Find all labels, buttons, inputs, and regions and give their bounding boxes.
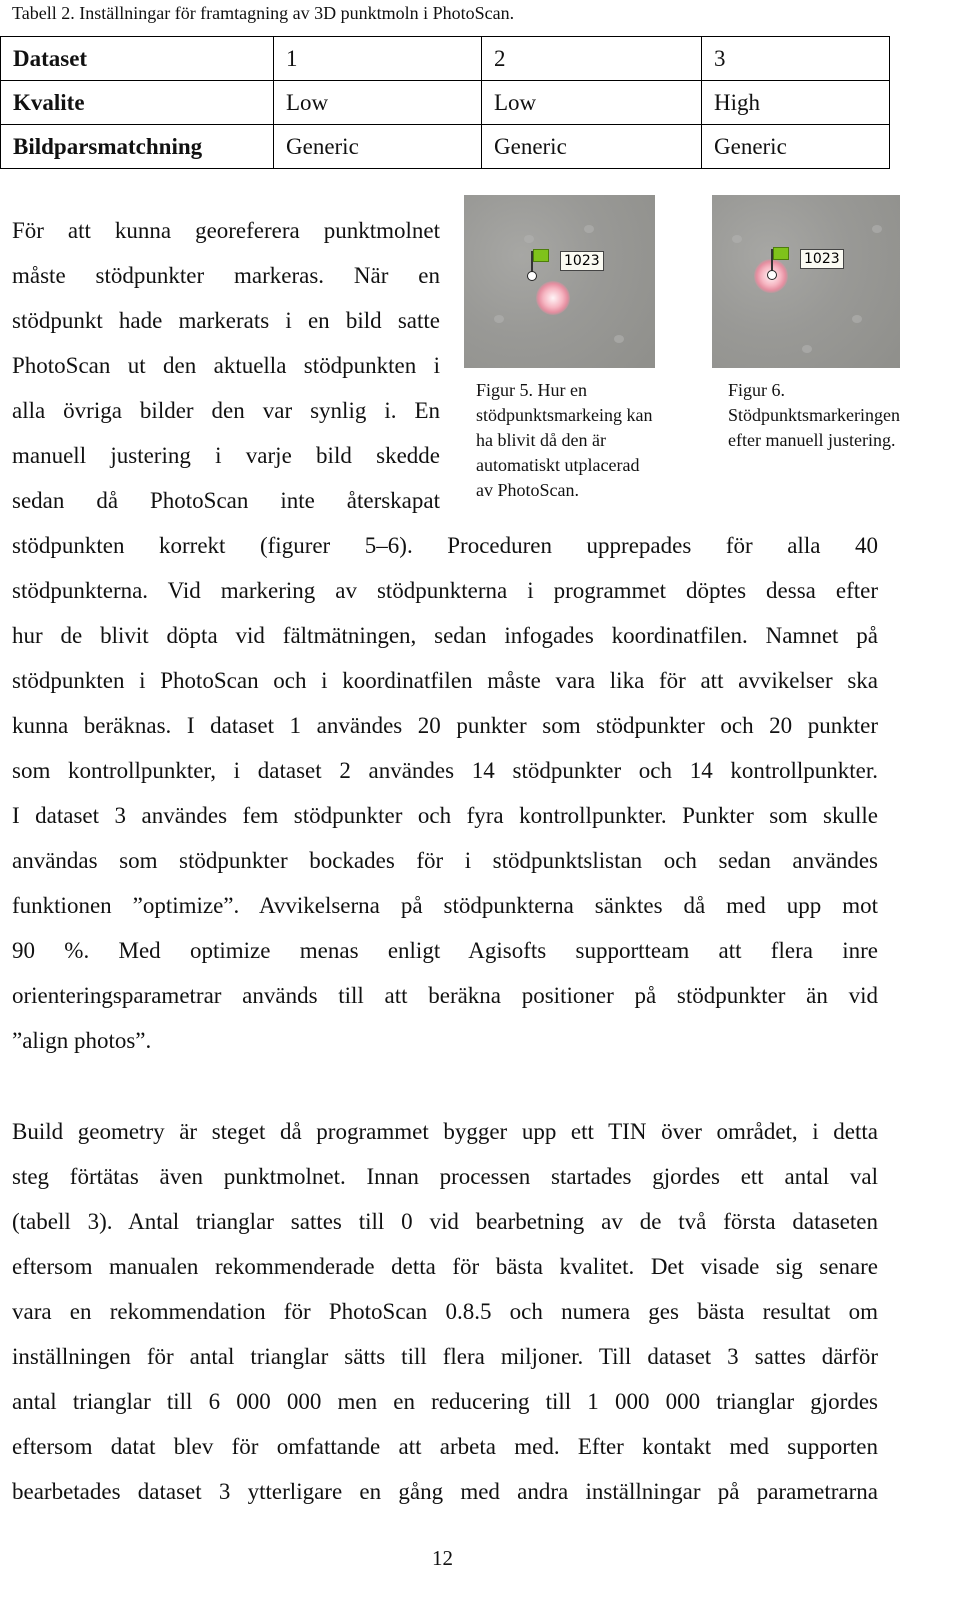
text-line: stödpunkten korrekt (figurer 5–6). Proceduren upprepades för alla 40: [12, 533, 878, 558]
flag-icon: [773, 247, 789, 260]
table-row: [1, 81, 890, 125]
figure-5-photo: [464, 195, 655, 368]
text-line: (tabell 3). Antal trianglar sattes till 0 vid bearbetning av de två första dataseten: [12, 1209, 878, 1234]
figure-6-caption: Figur 6. Stödpunktsmarkeringen efter manuell justering.: [728, 380, 900, 450]
text-line: kunna beräknas. I dataset 1 användes 20 punkter som stödpunkter och 20 punkter: [12, 713, 878, 738]
text-line: 90 %. Med optimize menas enligt Agisofts supportteam att flera inre: [12, 938, 878, 963]
text-line: ”align photos”.: [12, 1028, 152, 1053]
paragraph-1-full: [12, 523, 878, 1063]
marker-point-icon: [767, 270, 777, 280]
flag-icon: [533, 249, 549, 262]
marker-label: 1023: [560, 251, 604, 271]
text-line: funktionen ”optimize”. Avvikelserna på stödpunkterna sänktes då med upp mot: [12, 893, 878, 918]
text-line: vara en rekommendation för PhotoScan 0.8.5 och numera ges bästa resultat om: [12, 1299, 878, 1324]
table-cell: 3: [702, 37, 890, 81]
text-line: steg förtätas även punktmolnet. Innan processen startades gjordes ett antal val: [12, 1164, 878, 1189]
marker-point-icon: [527, 271, 537, 281]
text-line: bearbetades dataset 3 ytterligare en gång med andra inställningar på parametrarna: [12, 1479, 878, 1504]
text-line: eftersom datat blev för omfattande att arbeta med. Efter kontakt med supporten: [12, 1434, 878, 1459]
table-cell: Generic: [702, 125, 890, 169]
table-cell: Kvalite: [1, 81, 274, 125]
text-line: stödpunkt hade markerats i en bild satte: [12, 308, 440, 333]
settings-table: [0, 36, 890, 169]
table-cell: Generic: [274, 125, 482, 169]
table-cell: 1: [274, 37, 482, 81]
paragraph-2: [12, 1109, 878, 1514]
table-cell: 2: [482, 37, 702, 81]
text-line: manuell justering i varje bild skedde: [12, 443, 440, 468]
text-line: stödpunkten i PhotoScan och i koordinatfilen måste vara lika för att avvikelser ska: [12, 668, 878, 693]
text-line: För att kunna georeferera punktmolnet: [12, 218, 440, 243]
text-line: PhotoScan ut den aktuella stödpunkten i: [12, 353, 440, 378]
text-line: hur de blivit döpta vid fältmätningen, sedan infogades koordinatfilen. Namnet på: [12, 623, 878, 648]
text-line: måste stödpunkter markeras. När en: [12, 263, 440, 288]
figure-6-photo: [712, 195, 900, 368]
paragraph-1-narrow: [12, 208, 440, 523]
text-line: inställningen för antal trianglar sätts till flera miljoner. Till dataset 3 sattes därför: [12, 1344, 878, 1369]
table-row: [1, 125, 890, 169]
table-cell: Low: [274, 81, 482, 125]
table-cell: High: [702, 81, 890, 125]
figure-5-caption: Figur 5. Hur en stödpunktsmarkeing kan ha blivit då den är automatiskt utplacerad av PhotoScan.: [476, 380, 653, 500]
text-line: som kontrollpunkter, i dataset 2 användes 14 stödpunkter och 14 kontrollpunkter.: [12, 758, 878, 783]
text-line: Build geometry är steget då programmet bygger upp ett TIN över området, i detta: [12, 1119, 878, 1144]
text-line: sedan då PhotoScan inte återskapat: [12, 488, 440, 513]
table-cell: Low: [482, 81, 702, 125]
text-line: alla övriga bilder den var synlig i. En: [12, 398, 440, 423]
table-cell: Generic: [482, 125, 702, 169]
text-line: eftersom manualen rekommenderade detta för bästa kvalitet. Det visade sig senare: [12, 1254, 878, 1279]
table-cell: Bildparsmatchning: [1, 125, 274, 169]
page-number: 12: [432, 1546, 453, 1570]
text-line: orienteringsparametrar används till att beräkna positioner på stödpunkter än vid: [12, 983, 878, 1008]
text-line: användas som stödpunkter bockades för i stödpunktslistan och sedan användes: [12, 848, 878, 873]
marker-glow: [536, 281, 570, 315]
text-line: antal trianglar till 6 000 000 men en reducering till 1 000 000 trianglar gjordes: [12, 1389, 878, 1414]
text-line: I dataset 3 användes fem stödpunkter och fyra kontrollpunkter. Punkter som skulle: [12, 803, 878, 828]
table-row: [1, 37, 890, 81]
table-cell: Dataset: [1, 37, 274, 81]
table-caption: Tabell 2. Inställningar för framtagning av 3D punktmoln i PhotoScan.: [12, 3, 515, 23]
marker-label: 1023: [800, 249, 844, 269]
text-line: stödpunkterna. Vid markering av stödpunkterna i programmet döptes dessa efter: [12, 578, 878, 603]
